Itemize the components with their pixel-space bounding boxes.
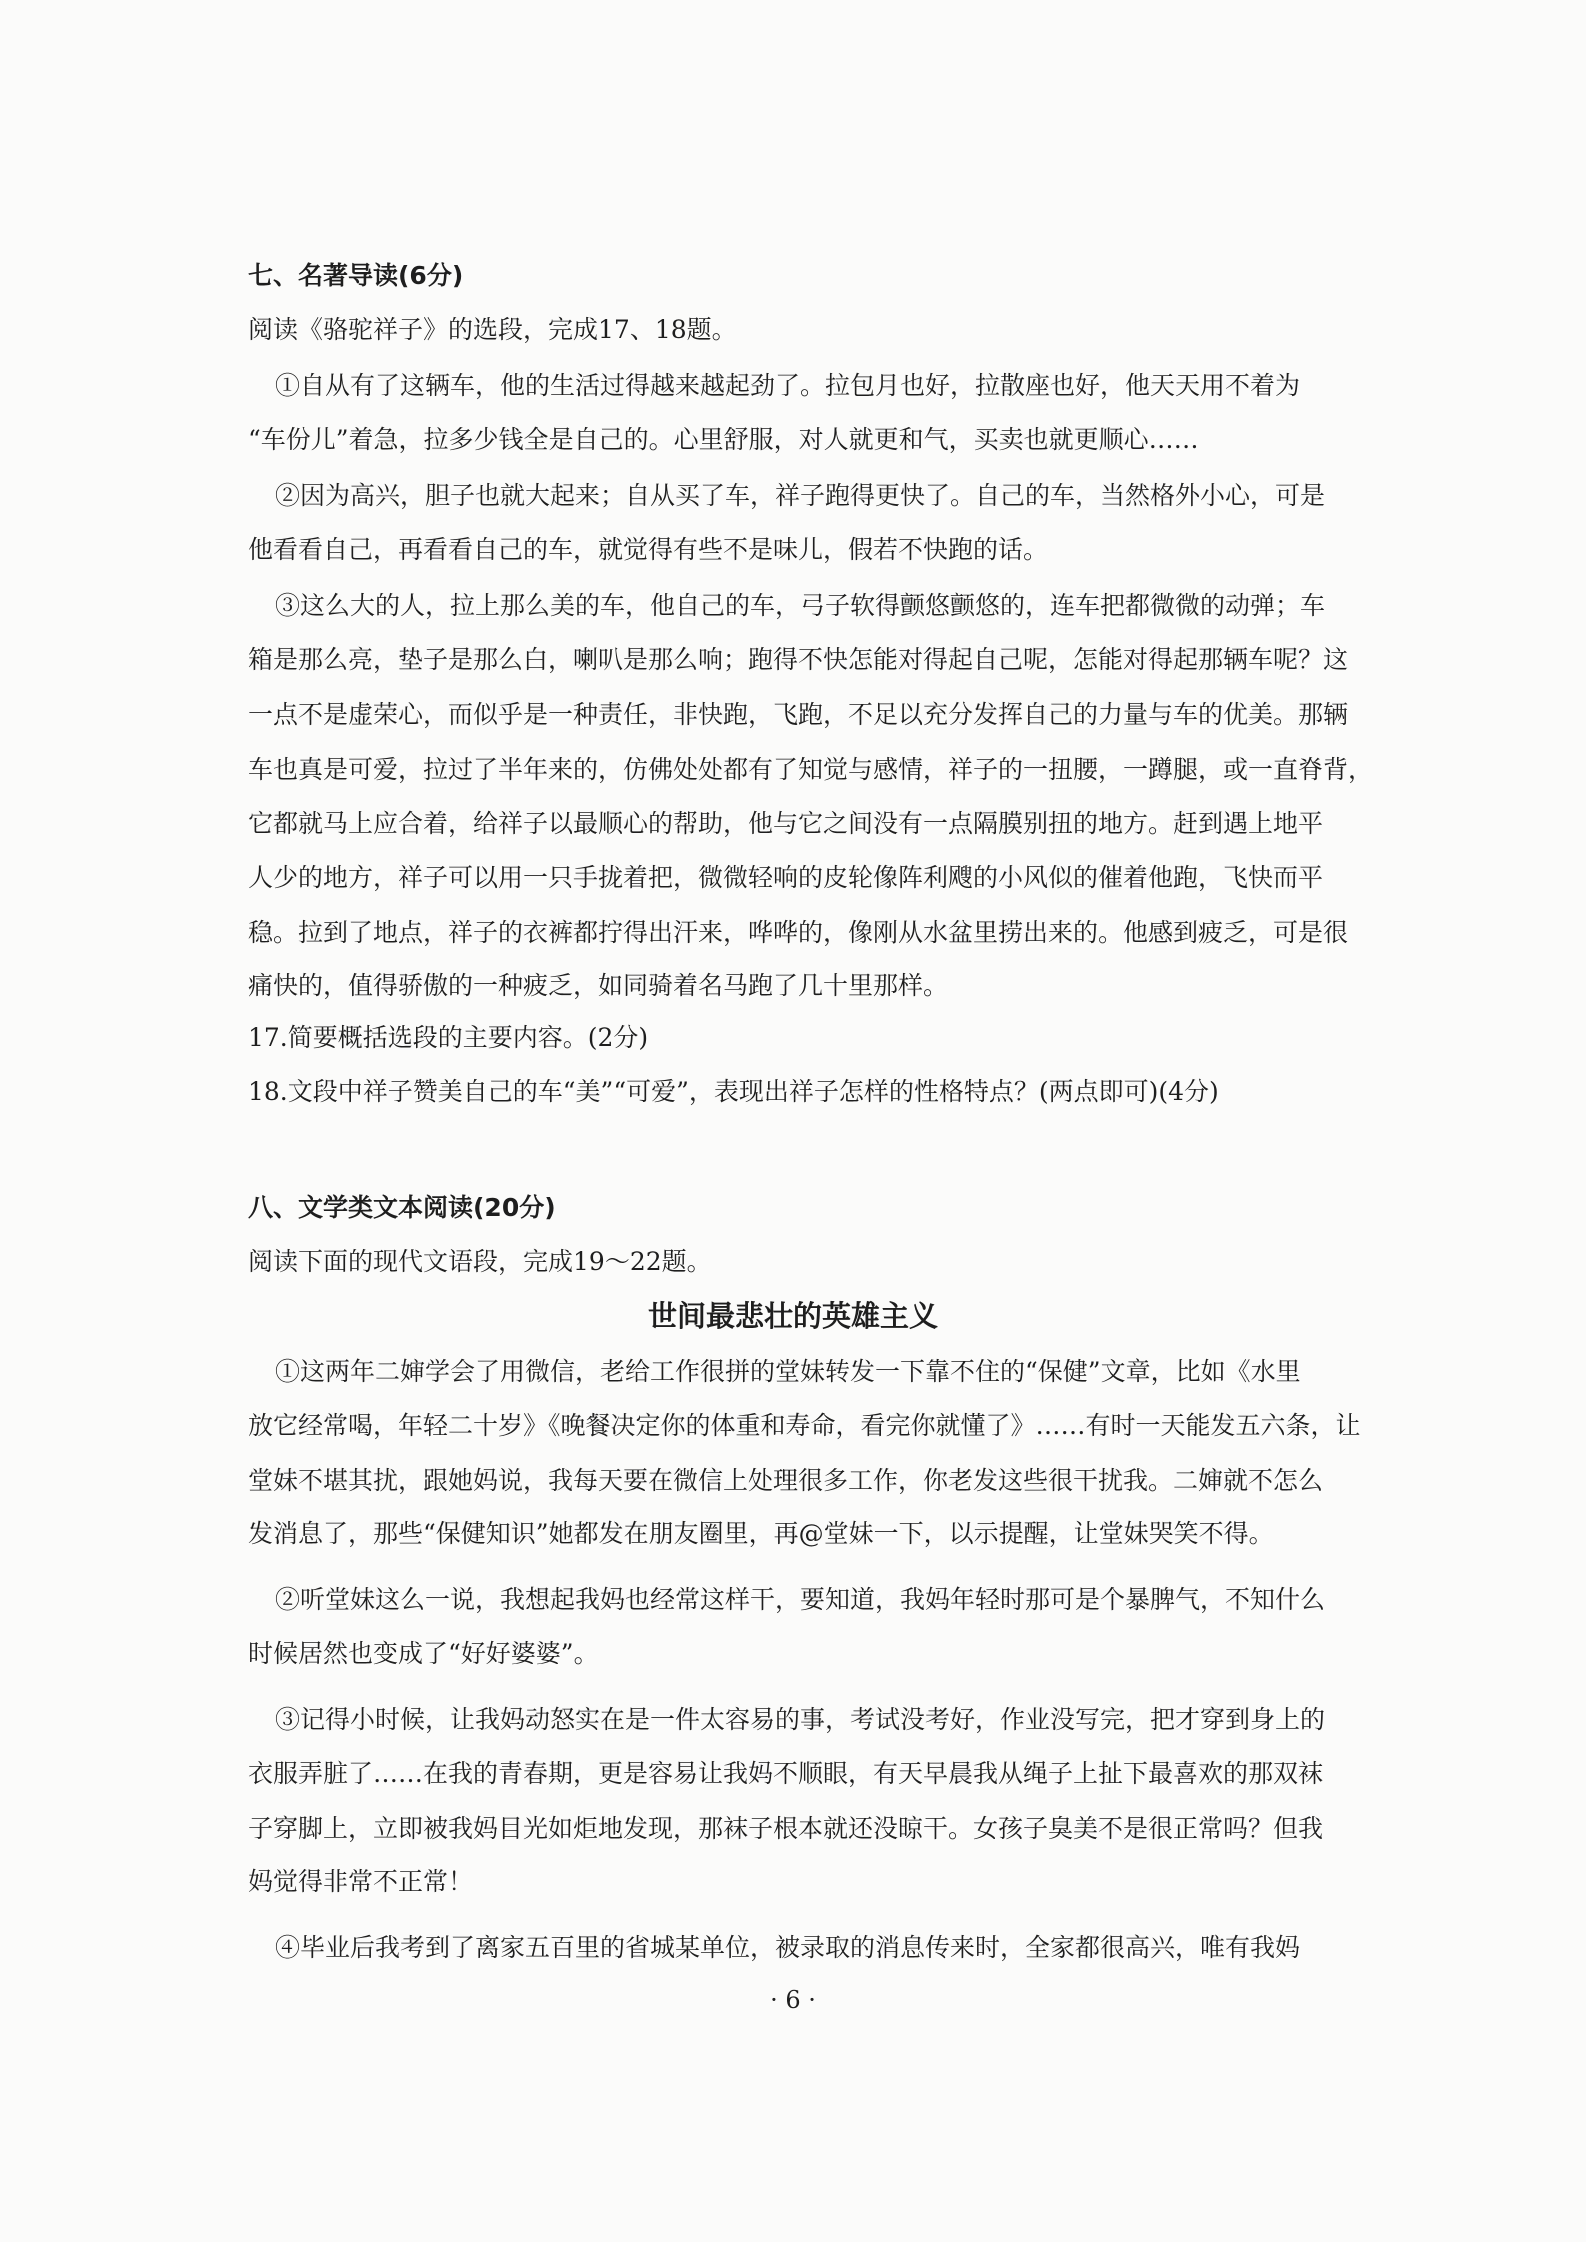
passage2-line: ②听堂妹这么一说，我想起我妈也经常这样干，要知道，我妈年轻时那可是个暴脾气，不知什么 [275,1585,1326,1614]
page-number: · 6 · [770,1986,816,2014]
passage2-line: 发消息了，那些“保健知识”她都发在朋友圈里，再@堂妹一下，以示提醒，让堂妹哭笑不得。 [248,1519,1274,1548]
passage1-line: 箱是那么亮，垫子是那么白，喇叭是那么响；跑得不快怎能对得起自己呢，怎能对得起那辆车呢？这 [248,645,1349,674]
passage2-line: 时候居然也变成了“好好婆婆”。 [248,1639,599,1668]
passage1-line: 车也真是可爱，拉过了半年来的，仿佛处处都有了知觉与感情，祥子的一扭腰，一蹲腿，或一直脊背， [248,755,1374,784]
section7-heading: 七、名著导读(6分) [248,261,464,290]
passage2-line: 放它经常喝，年轻二十岁》《晚餐决定你的体重和寿命，看完你就懂了》……有时一天能发五六条，让 [248,1411,1361,1440]
passage1-line: 人少的地方，祥子可以用一只手拢着把，微微轻响的皮轮像阵利飕的小风似的催着他跑，飞快而平 [248,863,1324,892]
passage2-line: 妈觉得非常不正常！ [248,1867,474,1896]
passage2-line: ④毕业后我考到了离家五百里的省城某单位，被录取的消息传来时，全家都很高兴，唯有我妈 [275,1933,1301,1962]
passage1-line: ③这么大的人，拉上那么美的车，他自己的车，弓子软得颤悠颤悠的，连车把都微微的动弹；车 [275,591,1326,620]
passage1-line: ②因为高兴，胆子也就大起来；自从买了车，祥子跑得更快了。自己的车，当然格外小心，可是 [275,481,1326,510]
passage2-line: ③记得小时候，让我妈动怒实在是一件太容易的事，考试没考好，作业没写完，把才穿到身上的 [275,1705,1326,1734]
passage1-line: 痛快的，值得骄傲的一种疲乏，如同骑着名马跑了几十里那样。 [248,971,949,1000]
passage1-line: 稳。拉到了地点，祥子的衣裤都拧得出汗来，哗哗的，像刚从水盆里捞出来的。他感到疲乏，可是很 [248,918,1349,947]
passage1-line: 它都就马上应合着，给祥子以最顺心的帮助，他与它之间没有一点隔膜别扭的地方。赶到遇上地平 [248,809,1324,838]
passage1-line: ①自从有了这辆车，他的生活过得越来越起劲了。拉包月也好，拉散座也好，他天天用不着为 [275,371,1301,400]
passage2-line: 堂妹不堪其扰，跟她妈说，我每天要在微信上处理很多工作，你老发这些很干扰我。二婶就不怎么 [248,1466,1324,1495]
passage1-line: 一点不是虚荣心，而似乎是一种责任，非快跑，飞跑，不足以充分发挥自己的力量与车的优美。那辆 [248,700,1349,729]
section8-heading: 八、文学类文本阅读(20分) [248,1193,556,1222]
passage1-line: 他看看自己，再看看自己的车，就觉得有些不是味儿，假若不快跑的话。 [248,535,1049,564]
passage2-line: ①这两年二婶学会了用微信，老给工作很拼的堂妹转发一下靠不住的“保健”文章，比如《水里 [275,1357,1301,1386]
section8-intro: 阅读下面的现代文语段，完成19～22题。 [248,1247,712,1276]
passage-title: 世间最悲壮的英雄主义 [647,1299,938,1333]
question-18: 18.文段中祥子赞美自己的车“美”“可爱”，表现出祥子怎样的性格特点？(两点即可)(4分) [248,1077,1219,1106]
passage2-line: 衣服弄脏了……在我的青春期，更是容易让我妈不顺眼，有天早晨我从绳子上扯下最喜欢的那双袜 [248,1759,1324,1788]
question-17: 17.简要概括选段的主要内容。(2分) [248,1023,649,1052]
passage2-line: 子穿脚上，立即被我妈目光如炬地发现，那袜子根本就还没晾干。女孩子臭美不是很正常吗？但我 [248,1814,1324,1843]
passage1-line: “车份儿”着急，拉多少钱全是自己的。心里舒服，对人就更和气，买卖也就更顺心…… [248,425,1199,454]
section7-intro: 阅读《骆驼祥子》的选段，完成17、18题。 [248,315,737,344]
